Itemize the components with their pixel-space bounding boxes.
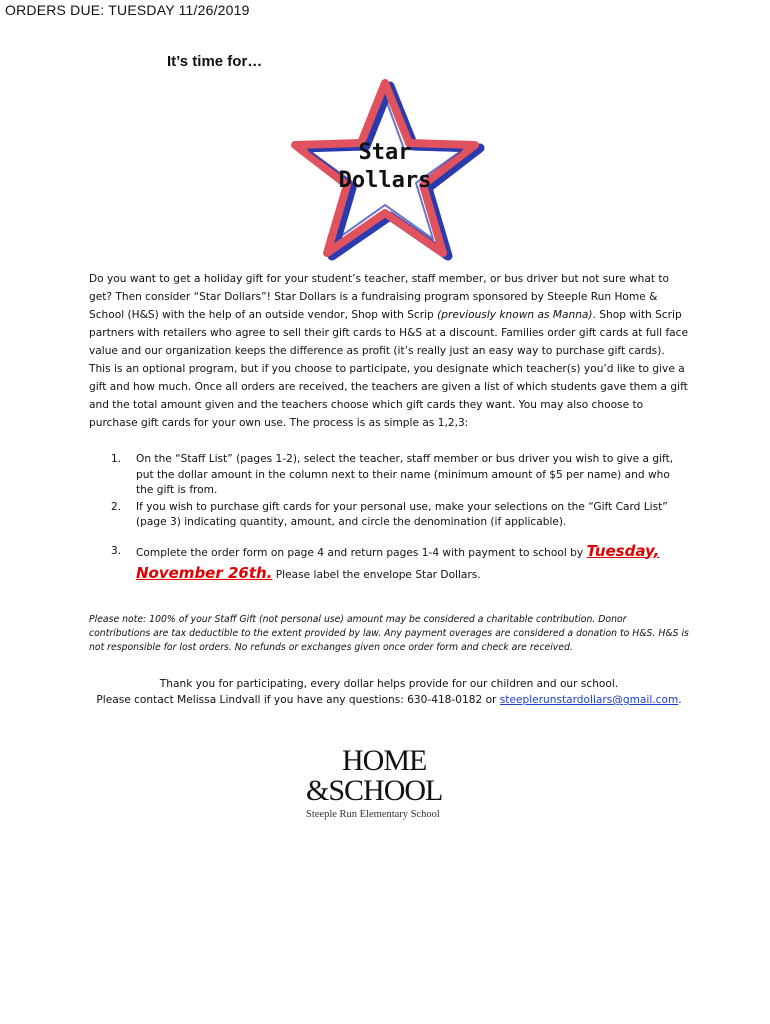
logo-home: HOME [342,744,427,777]
thank-you-line: Thank you for participating, every dollar helps provide for our children and our school. [159,678,619,690]
step-text: On the “Staff List” (pages 1-2), select the teacher, staff member or bus driver you wish to give a gift, put the dollar amount in the column next to their name (minimum amount of $5 per name) and who the gift is from. [136,453,674,496]
step-item [89,500,689,531]
step-number: 2. [111,500,122,513]
star-logo-line1: Star [358,140,412,165]
step-item [89,452,689,499]
disclaimer-note: Please note: 100% of your Staff Gift (not personal use) amount may be considered a charitable contribution. Donor contributions are tax deductible to the extent provided by law. Any payment overages are considered a donation to H&S. H&S is not responsible for lost orders. No refunds or exchanges given once order form and check are received. [89,614,689,653]
step-item [89,541,689,585]
step-number: 3. [111,544,122,557]
email-link[interactable]: steeplerunstardollars@gmail.com [499,694,679,706]
deadline-date: November 26th. [136,563,273,582]
intro-italic: (previously known as Manna) [437,309,593,321]
home-and-school-logo [300,742,470,822]
logo-subtitle: Steeple Run Elementary School [306,809,440,820]
intro-text-2: . Shop with Scrip partners with retailers who agree to sell their gift cards to H&S at a discount. Families order gift cards at full face value and our organization keeps the difference as profit (it’s really just an easy way to purchase gift cards). This is an optional program, but if you choose to participate, you designate which teacher(s) you’d like to give a gift and how much. Once all orders are received, the teachers are given a list of which students gave them a gift and the total amount given and the teachers choose which gift cards they want. You may also choose to purchase gift cards for your own use. The process is as simple as 1,2,3: [89,309,689,429]
step-number: 1. [111,453,122,465]
step-text-after: Please label the envelope Star Dollars. [272,568,481,581]
thank-you-block [89,676,689,708]
deadline-day: Tuesday, [586,541,660,560]
step-text: Complete the order form on page 4 and return pages 1-4 with payment to school by [136,546,587,559]
logo-school: &SCHOOL [306,774,443,807]
intro-text-1: Do you want to get a holiday gift for your student’s teacher, staff member, or bus driver but not sure what to get? Then consider “Star Dollars”! Star Dollars is a fundraising program sponsored by Steeple Run Home & School (H&S) with the help of an outside vendor, Shop with Scrip [89,273,670,321]
steps-list [89,452,689,585]
contact-line [89,692,689,708]
star-logo-line2: Dollars [338,168,432,193]
contact-end: . [678,694,682,706]
orders-due-header: ORDERS DUE: TUESDAY 11/26/2019 [5,2,250,18]
contact-text: Please contact Melissa Lindvall if you have any questions: 630-418-0182 or [96,694,500,706]
page-heading: It’s time for… [167,53,263,70]
star-dollars-logo [285,75,485,265]
intro-paragraph [89,270,689,432]
step-text: If you wish to purchase gift cards for your personal use, make your selections on the “Gift Card List” (page 3) indicating quantity, amount, and circle the denomination (if applicable). [136,500,668,528]
